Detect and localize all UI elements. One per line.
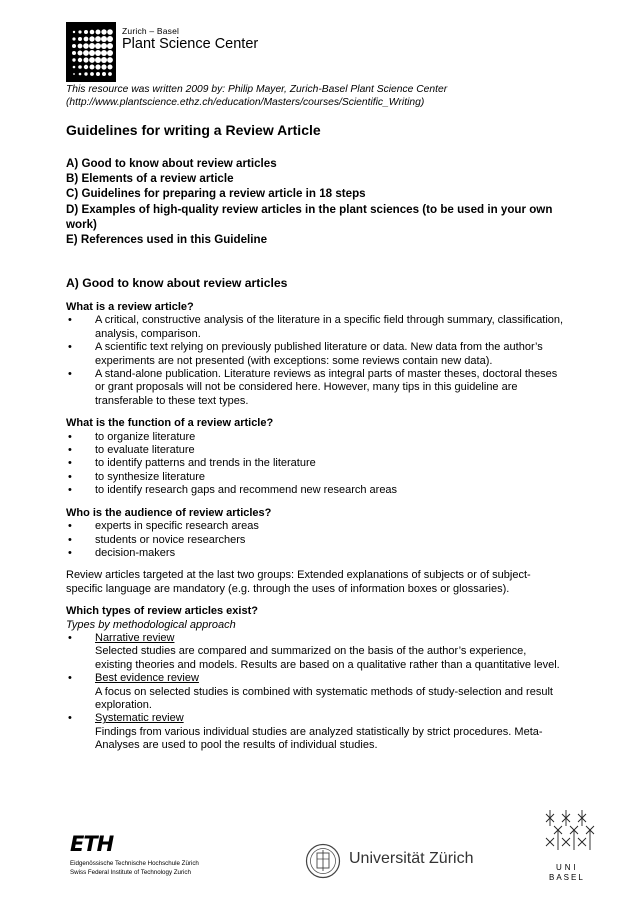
list-item-text: to identify research gaps and recommend new research areas	[95, 484, 398, 497]
list-item-text: A stand-alone publication. Literature reviews as integral parts of master theses, doctoral theses or grant proposals will not be considered here. However, many tips in this guideline are transferable to these text types.	[95, 368, 558, 407]
page-title: Guidelines for writing a Review Article	[66, 122, 321, 138]
unibas-uni: UNI	[556, 863, 579, 872]
block-types	[66, 605, 566, 752]
list-item-text: to evaluate literature	[95, 444, 195, 457]
list-item	[66, 712, 566, 752]
eth-logo	[70, 832, 230, 882]
bullet-icon: •	[68, 368, 72, 381]
list-item-text: to identify patterns and trends in the literature	[95, 457, 316, 470]
list-item-text: decision-makers	[95, 546, 176, 559]
eth-name-en: Swiss Federal Institute of Technology Zurich	[70, 869, 191, 876]
toc-item[interactable]: C) Guidelines for preparing a review article in 18 steps	[66, 187, 366, 201]
uzh-seal-icon	[305, 842, 341, 880]
list-item	[66, 314, 566, 341]
unibas-pattern-icon	[540, 808, 598, 856]
bullet-icon: •	[68, 470, 72, 483]
toc-item[interactable]: D) Examples of high-quality review articles in the plant sciences (to be used in your own work)	[66, 202, 553, 231]
section-a-heading: A) Good to know about review articles	[66, 276, 288, 290]
list-item-text: to organize literature	[95, 430, 196, 443]
paragraph: Review articles targeted at the last two groups: Extended explanations of subjects or of subject-specific language are mandatory (e.g. through the uses of information boxes or glossaries).	[66, 569, 531, 595]
bullet-icon: •	[68, 484, 72, 497]
credit-line-1: This resource was written 2009 by: Philip Mayer, Zurich-Basel Plant Science Center	[66, 84, 448, 95]
bullet-icon: •	[68, 457, 72, 470]
review-type-name: Best evidence review	[95, 672, 199, 685]
unibas-logo	[540, 808, 598, 884]
bullet-icon: •	[68, 520, 72, 533]
list-item-text: A critical, constructive analysis of the literature in a specific field through summary, classification, analysis, comparison.	[95, 314, 564, 340]
list-item	[66, 431, 566, 444]
toc-item[interactable]: A) Good to know about review articles	[66, 157, 277, 170]
bullet-list	[66, 520, 566, 560]
question-heading: Who is the audience of review articles?	[66, 506, 272, 519]
uzh-wordmark: Universität Zürich	[349, 850, 474, 867]
list-item	[66, 444, 566, 457]
section-a-body	[66, 301, 566, 762]
bullet-icon: •	[68, 430, 72, 443]
list-item	[66, 547, 566, 560]
subheading: Types by methodological approach	[66, 618, 236, 631]
review-type-name: Narrative review	[95, 631, 175, 644]
table-of-contents	[66, 156, 566, 247]
toc-item[interactable]: E) References used in this Guideline	[66, 233, 268, 247]
block-audience	[66, 507, 566, 561]
block-audience-para	[66, 569, 566, 596]
list-item-text: experts in specific research areas	[95, 520, 259, 533]
list-item-text: A scientific text relying on previously published literature or data. New data from the author’s experiments are not presented (with exceptions: some reviews contain new data).	[95, 341, 543, 367]
list-item	[66, 632, 566, 672]
unibas-basel: BASEL	[549, 873, 585, 882]
review-type-desc: A focus on selected studies is combined with systematic methods of study-selection and result exploration.	[95, 685, 553, 711]
question-heading: Which types of review articles exist?	[66, 605, 258, 618]
review-type-name: Systematic review	[95, 712, 184, 725]
block-what-is	[66, 301, 566, 408]
bullet-list	[66, 632, 566, 753]
logo-title: Plant Science Center	[122, 36, 259, 52]
list-item	[66, 457, 566, 470]
block-function	[66, 417, 566, 497]
bullet-icon: •	[68, 546, 72, 559]
credit-note	[66, 84, 586, 109]
logo-subtitle: Zurich – Basel	[122, 26, 180, 36]
bullet-icon: •	[68, 672, 72, 685]
review-type-desc: Selected studies are compared and summarized on the basis of the author’s experience, existing theories and models. Results are based on a qualitative rather than a quantitative level.	[95, 645, 560, 671]
eth-wordmark: ETH	[70, 832, 114, 856]
question-heading: What is the function of a review article?	[66, 417, 274, 430]
bullet-list	[66, 314, 566, 408]
list-item	[66, 368, 566, 408]
eth-name-de: Eidgenössische Technische Hochschule Zürich	[70, 860, 199, 867]
bullet-icon: •	[68, 631, 72, 644]
list-item	[66, 520, 566, 533]
list-item	[66, 672, 566, 712]
psc-logo	[66, 22, 296, 84]
uzh-logo	[305, 842, 515, 882]
bullet-icon: •	[68, 533, 72, 546]
bullet-list	[66, 431, 566, 498]
list-item	[66, 534, 566, 547]
bullet-icon: •	[68, 444, 72, 457]
bullet-icon: •	[68, 341, 72, 354]
review-type-desc: Findings from various individual studies are analyzed statistically by strict procedures. Meta-Analyses are used to pool the results of individual studies.	[95, 725, 543, 752]
toc-item[interactable]: B) Elements of a review article	[66, 172, 234, 186]
question-heading: What is a review article?	[66, 301, 194, 313]
list-item	[66, 341, 566, 368]
bullet-icon: •	[68, 314, 72, 327]
list-item	[66, 471, 566, 484]
list-item-text: students or novice researchers	[95, 533, 246, 546]
psc-dot-grid-icon	[66, 22, 116, 82]
list-item-text: to synthesize literature	[95, 470, 206, 483]
bullet-icon: •	[68, 712, 72, 725]
credit-line-2[interactable]: (http://www.plantscience.ethz.ch/education/Masters/courses/Scientific_Writing)	[66, 96, 425, 108]
list-item	[66, 484, 566, 497]
